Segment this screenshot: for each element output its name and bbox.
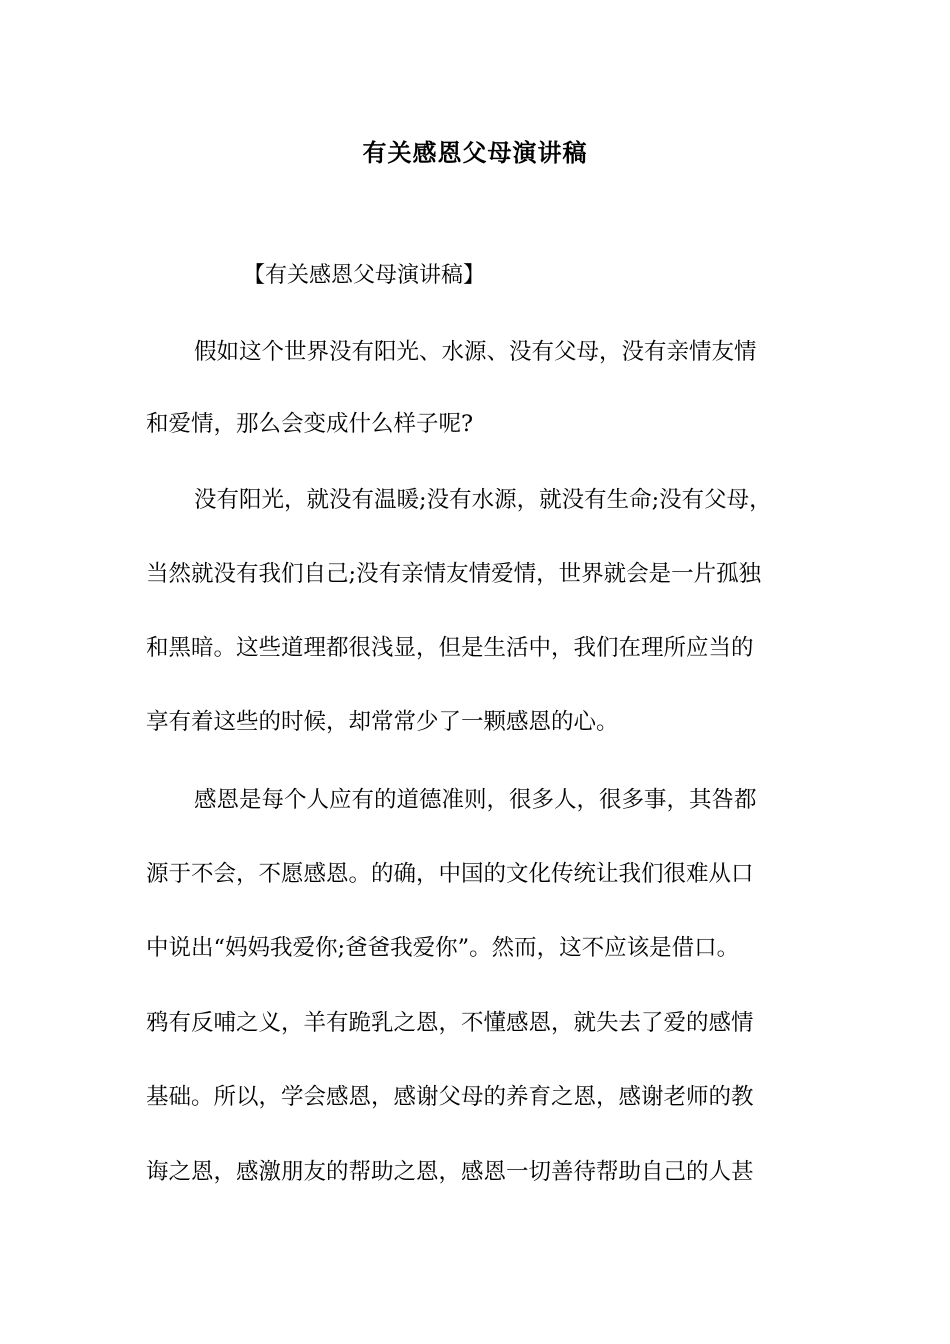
paragraph-line: 源于不会，不愿感恩。的确，中国的文化传统让我们很难从口 [146, 861, 754, 887]
paragraph-line: 中说出“妈妈我爱你;爸爸我爱你”。然而，这不应该是借口。 [146, 935, 740, 961]
paragraph-line: 享有着这些的时候，却常常少了一颗感恩的心。 [146, 709, 619, 735]
paragraph-line: 没有阳光，就没有温暖;没有水源，就没有生命;没有父母， [194, 487, 772, 513]
paragraph-line: 鸦有反哺之义，羊有跪乳之恩，不懂感恩，就失去了爱的感情 [146, 1010, 754, 1036]
paragraph-line: 和黑暗。这些道理都很浅显，但是生活中，我们在理所应当的 [146, 635, 754, 661]
document-subtitle: 【有关感恩父母演讲稿】 [243, 263, 486, 288]
paragraph-line: 当然就没有我们自己;没有亲情友情爱情，世界就会是一片孤独 [146, 561, 762, 587]
paragraph-line: 感恩是每个人应有的道德准则，很多人，很多事，其咎都 [194, 787, 757, 813]
paragraph-line: 基础。所以，学会感恩，感谢父母的养育之恩，感谢老师的教 [146, 1084, 754, 1110]
document-title: 有关感恩父母演讲稿 [362, 138, 588, 167]
paragraph-line: 和爱情，那么会变成什么样子呢? [146, 411, 474, 437]
paragraph-line: 诲之恩，感激朋友的帮助之恩，感恩一切善待帮助自己的人甚 [146, 1159, 754, 1185]
paragraph-line: 假如这个世界没有阳光、水源、没有父母，没有亲情友情 [194, 339, 757, 365]
